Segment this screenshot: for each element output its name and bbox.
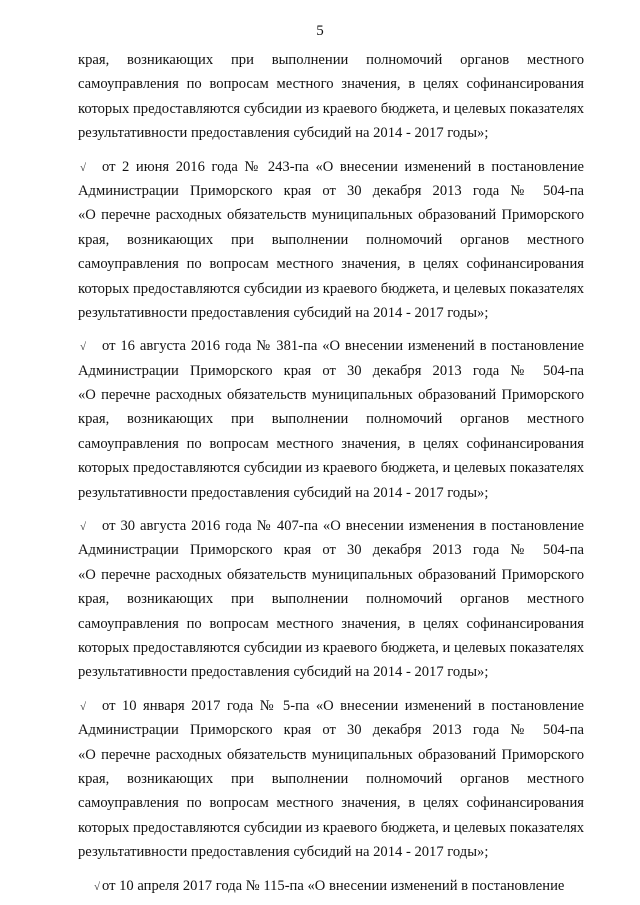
text-line: [78, 481, 584, 505]
line-text: от 16 августа 2016 года № 381-па «О внесении изменений в постановление: [102, 338, 584, 355]
line-text: результативности предоставления субсидий на 2014 - 2017 годы»;: [78, 125, 489, 142]
check-mark-icon: √: [93, 880, 100, 893]
text-line: [78, 456, 584, 480]
line-text: от 10 апреля 2017 года № 115-па «О внесении изменений в постановление: [102, 877, 565, 894]
check-mark-icon: √: [80, 521, 87, 534]
line-text: самоуправления по вопросам местного значения, в целях софинансирования: [78, 435, 584, 452]
text-line: [78, 694, 584, 718]
line-text: результативности предоставления субсидий на 2014 - 2017 годы»;: [78, 304, 489, 321]
text-line: [78, 767, 584, 791]
line-text: края, возникающих при выполнении полномочий органов местного: [78, 52, 584, 68]
line-text: которых предоставляются субсидии из краевого бюджета, и целевых показателях: [78, 819, 584, 836]
document-body: [78, 48, 584, 898]
check-mark-icon: √: [80, 341, 87, 354]
line-text: от 30 августа 2016 года № 407-па «О внесении изменения в постановление: [102, 518, 584, 535]
line-text: Администрации Приморского края от 30 декабря 2013 года № 504-па: [78, 362, 584, 379]
paragraph-gap: [78, 325, 584, 334]
line-text: результативности предоставления субсидий на 2014 - 2017 годы»;: [78, 844, 489, 861]
text-line: [78, 636, 584, 660]
list-item: [78, 48, 584, 146]
text-line: [78, 407, 584, 431]
line-text: края, возникающих при выполнении полномочий органов местного: [78, 770, 584, 787]
text-line: [78, 97, 584, 121]
line-text: «О перечне расходных обязательств муниципальных образований Приморского: [78, 746, 584, 763]
line-text: «О перечне расходных обязательств муниципальных образований Приморского: [78, 566, 584, 583]
line-text: от 10 января 2017 года № 5-па «О внесении изменений в постановление: [102, 697, 584, 714]
text-line: [78, 277, 584, 301]
text-line: [78, 48, 584, 72]
text-line: [78, 179, 584, 203]
line-text: края, возникающих при выполнении полномочий органов местного: [78, 411, 584, 428]
text-line: [78, 538, 584, 562]
list-item: [78, 694, 584, 865]
text-line: [78, 121, 584, 145]
text-line: [78, 563, 584, 587]
list-item: [78, 874, 584, 898]
text-line: [78, 228, 584, 252]
line-text: самоуправления по вопросам местного значения, в целях софинансирования: [78, 256, 584, 273]
paragraph-gap: [78, 505, 584, 514]
text-line: [78, 874, 584, 898]
text-line: [78, 383, 584, 407]
line-text: самоуправления по вопросам местного значения, в целях софинансирования: [78, 795, 584, 812]
text-line: [78, 301, 584, 325]
line-text: результативности предоставления субсидий на 2014 - 2017 годы»;: [78, 664, 489, 681]
line-text: которых предоставляются субсидии из краевого бюджета, и целевых показателях: [78, 639, 584, 656]
text-line: [78, 359, 584, 383]
text-line: [78, 791, 584, 815]
line-text: которых предоставляются субсидии из краевого бюджета, и целевых показателях: [78, 460, 584, 477]
text-line: [78, 587, 584, 611]
paragraph-gap: [78, 865, 584, 874]
text-line: [78, 743, 584, 767]
text-line: [78, 718, 584, 742]
text-line: [78, 252, 584, 276]
text-line: [78, 612, 584, 636]
text-line: [78, 334, 584, 358]
line-text: которых предоставляются субсидии из краевого бюджета, и целевых показателях: [78, 100, 584, 117]
line-text: «О перечне расходных обязательств муниципальных образований Приморского: [78, 387, 584, 404]
page-number: 5: [316, 23, 324, 39]
paragraph-gap: [78, 685, 584, 694]
line-text: Администрации Приморского края от 30 декабря 2013 года № 504-па: [78, 722, 584, 739]
list-item: [78, 514, 584, 685]
text-line: [78, 660, 584, 684]
text-line: [78, 155, 584, 179]
line-text: от 2 июня 2016 года № 243-па «О внесении изменений в постановление: [102, 158, 584, 175]
text-line: [78, 840, 584, 864]
text-line: [78, 203, 584, 227]
check-mark-icon: √: [80, 700, 87, 713]
line-text: самоуправления по вопросам местного значения, в целях софинансирования: [78, 615, 584, 632]
text-line: [78, 514, 584, 538]
line-text: Администрации Приморского края от 30 декабря 2013 года № 504-па: [78, 182, 584, 199]
line-text: самоуправления по вопросам местного значения, в целях софинансирования: [78, 76, 584, 93]
text-line: [78, 816, 584, 840]
line-text: края, возникающих при выполнении полномочий органов местного: [78, 591, 584, 608]
check-mark-icon: √: [80, 161, 87, 174]
line-text: края, возникающих при выполнении полномочий органов местного: [78, 231, 584, 248]
text-line: [78, 432, 584, 456]
list-item: [78, 334, 584, 505]
line-text: результативности предоставления субсидий на 2014 - 2017 годы»;: [78, 484, 489, 501]
text-line: [78, 72, 584, 96]
paragraph-gap: [78, 146, 584, 155]
line-text: Администрации Приморского края от 30 декабря 2013 года № 504-па: [78, 542, 584, 559]
line-text: которых предоставляются субсидии из краевого бюджета, и целевых показателях: [78, 280, 584, 297]
line-text: «О перечне расходных обязательств муниципальных образований Приморского: [78, 207, 584, 224]
list-item: [78, 155, 584, 326]
